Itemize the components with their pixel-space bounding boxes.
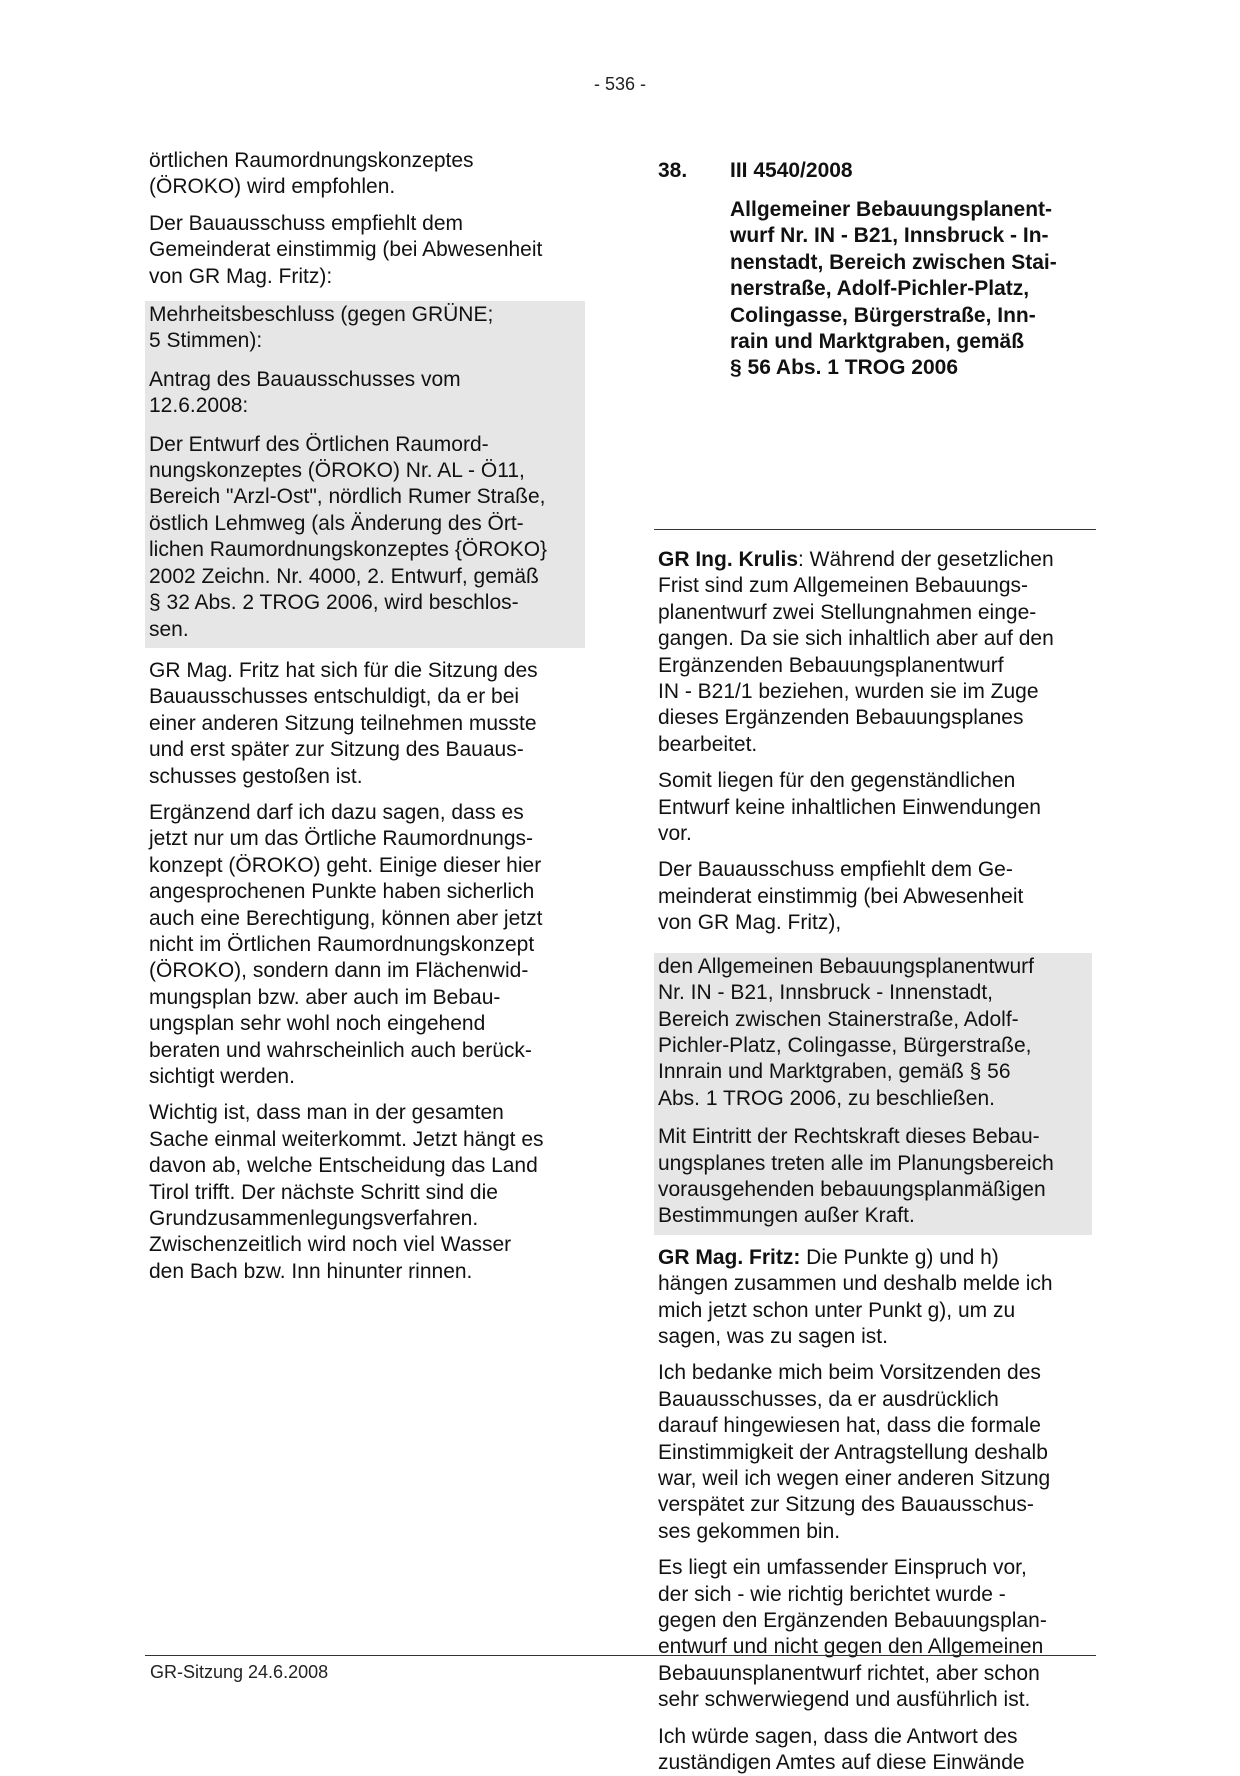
text-line: den Bach bzw. Inn hinunter rinnen.	[149, 1259, 473, 1283]
paragraph-fritz-statement	[654, 1245, 1092, 1351]
text-line: dieses Ergänzenden Bebauungsplanes	[658, 706, 1024, 730]
text-line: Ergänzend darf ich dazu sagen, dass es	[149, 800, 524, 824]
text-line: Einstimmigkeit der Antragstellung deshalb	[658, 1440, 1048, 1464]
footer-session-date: GR-Sitzung 24.6.2008	[150, 1662, 329, 1682]
text-line: angesprochenen Punkte haben sicherlich	[149, 880, 535, 904]
text-line: schusses gestoßen ist.	[149, 764, 363, 788]
text-line: sen.	[149, 617, 189, 641]
paragraph-office-response	[654, 1724, 1092, 1776]
text-fragment: : Während der gesetzlichen	[798, 548, 1054, 571]
title-line: Colingasse, Bürgerstraße, Inn-	[730, 303, 1036, 327]
text-line: war, weil ich wegen einer anderen Sitzung	[658, 1467, 1051, 1490]
speaker-name: GR Ing. Krulis	[658, 548, 799, 571]
text-line: darauf hingewiesen hat, dass die formale	[658, 1414, 1041, 1438]
paragraph-objection	[654, 1555, 1092, 1713]
text-line: planentwurf zwei Stellungnahmen einge-	[658, 600, 1037, 624]
text-line: Entwurf keine inhaltlichen Einwendungen	[658, 795, 1041, 819]
text-line: den Allgemeinen Bebauungsplanentwurf	[658, 954, 1034, 978]
text-line: Pichler-Platz, Colingasse, Bürgerstraße,	[658, 1033, 1032, 1057]
text-line: gegen den Ergänzenden Bebauungsplan-	[658, 1609, 1047, 1633]
agenda-item-title	[730, 197, 1057, 382]
text-line: vor.	[658, 822, 692, 846]
text-line: Tirol trifft. Der nächste Schritt sind die	[149, 1180, 498, 1204]
text-line: (ÖROKO) wird empfohlen.	[149, 175, 396, 199]
text-line: Der Entwurf des Örtlichen Raumord-	[149, 432, 489, 456]
text-line: IN - B21/1 beziehen, wurden sie im Zuge	[658, 680, 1039, 704]
text-line: Gemeinderat einstimmig (bei Abwesenheit	[149, 238, 543, 262]
right-column	[654, 148, 1092, 1776]
text-line: nicht im Örtlichen Raumordnungskonzept	[149, 932, 535, 956]
text-line: beraten und wahrscheinlich auch berück-	[149, 1038, 532, 1062]
paragraph-fritz-excused	[145, 658, 585, 790]
text-line: § 32 Abs. 2 TROG 2006, wird beschlos-	[149, 591, 519, 615]
text-line: mich jetzt schon unter Punkt g), um zu	[658, 1298, 1016, 1322]
text-line: von GR Mag. Fritz):	[149, 264, 333, 288]
text-line: Zwischenzeitlich wird noch viel Wasser	[149, 1233, 512, 1257]
text-line: Wichtig ist, dass man in der gesamten	[149, 1101, 504, 1125]
text-line: Innrain und Marktgraben, gemäß § 56	[658, 1060, 1011, 1084]
text-line: Bereich zwischen Stainerstraße, Adolf-	[658, 1007, 1019, 1031]
page-number: - 536 -	[593, 74, 647, 94]
paragraph-motion-date	[145, 366, 585, 421]
text-line: Grundzusammenlegungsverfahren.	[149, 1207, 479, 1231]
text-line: jetzt nur um das Örtliche Raumordnungs-	[149, 827, 533, 851]
title-line: wurf Nr. IN - B21, Innsbruck - In-	[730, 224, 1049, 248]
title-line: § 56 Abs. 1 TROG 2006	[730, 356, 958, 380]
text-line: Bereich "Arzl-Ost", nördlich Rumer Straße,	[149, 485, 546, 509]
paragraph-thanks-chairman	[654, 1360, 1092, 1545]
text-line: Bauausschusses entschuldigt, da er bei	[149, 685, 520, 709]
title-line: Allgemeiner Bebauungsplanent-	[730, 198, 1053, 221]
paragraph-committee-recommends	[145, 211, 585, 290]
text-line: Mit Eintritt der Rechtskraft dieses Bebau-	[658, 1125, 1040, 1149]
header-divider	[654, 529, 1096, 530]
text-line: ses gekommen bin.	[658, 1519, 841, 1543]
paragraph-important-progress	[145, 1100, 585, 1285]
text-line: entwurf und nicht gegen den Allgemeinen	[658, 1635, 1044, 1659]
text-line	[658, 1245, 1088, 1271]
title-line: rain und Marktgraben, gemäß	[730, 330, 1025, 354]
paragraph-legal-effect	[654, 1123, 1092, 1231]
footer-divider	[145, 1655, 1096, 1656]
text-line: GR Mag. Fritz hat sich für die Sitzung des	[149, 658, 538, 682]
text-line: sichtigt werden.	[149, 1065, 295, 1088]
text-line: östlich Lehmweg (als Änderung des Ört-	[149, 511, 524, 535]
shaded-resolution-block	[654, 953, 1092, 1235]
text-line: Abs. 1 TROG 2006, zu beschließen.	[658, 1086, 995, 1110]
text-line: gangen. Da sie sich inhaltlich aber auf den	[658, 627, 1054, 651]
text-line: nungskonzeptes (ÖROKO) Nr. AL - Ö11,	[149, 459, 525, 483]
text-line: Antrag des Bauausschusses vom	[149, 367, 461, 391]
text-line: mungsplan bzw. aber auch im Bebau-	[149, 985, 501, 1009]
text-line: Der Bauausschuss empfiehlt dem	[149, 211, 463, 235]
text-line: Ich würde sagen, dass die Antwort des	[658, 1724, 1018, 1748]
text-line: konzept (ÖROKO) geht. Einige dieser hier	[149, 853, 542, 877]
text-line: örtlichen Raumordnungskonzeptes	[149, 149, 474, 172]
speaker-name: GR Mag. Fritz:	[658, 1245, 801, 1269]
text-line: verspätet zur Sitzung des Bauausschus-	[658, 1493, 1034, 1517]
text-line: 12.6.2008:	[149, 394, 249, 418]
text-line	[658, 547, 1088, 573]
text-fragment: Die Punkte g) und h)	[800, 1245, 999, 1269]
agenda-item-number: 38.	[658, 159, 688, 182]
title-line: nerstraße, Adolf-Pichler-Platz,	[730, 277, 1030, 301]
text-line: von GR Mag. Fritz),	[658, 911, 842, 935]
text-line: Es liegt ein umfassender Einspruch vor,	[658, 1556, 1027, 1580]
text-line: zuständigen Amtes auf diese Einwände	[658, 1751, 1025, 1775]
text-line: der sich - wie richtig berichtet wurde -	[658, 1582, 1006, 1606]
paragraph-krulis-statement	[654, 547, 1092, 758]
paragraph-committee-recommends	[654, 857, 1092, 936]
text-line: Bestimmungen außer Kraft.	[658, 1204, 915, 1228]
text-line: hängen zusammen und deshalb melde ich	[658, 1272, 1053, 1296]
text-line: Ergänzenden Bebauungsplanentwurf	[658, 653, 1004, 677]
text-line: sagen, was zu sagen ist.	[658, 1324, 888, 1348]
agenda-item-header	[654, 148, 1092, 538]
agenda-item-code: III 4540/2008	[730, 159, 853, 182]
text-line: meinderat einstimmig (bei Abwesenheit	[658, 884, 1024, 908]
text-line: bearbeitet.	[658, 732, 758, 756]
text-line: sehr schwerwiegend und ausführlich ist.	[658, 1688, 1031, 1712]
text-line: einer anderen Sitzung teilnehmen musste	[149, 711, 537, 735]
paragraph-supplementary-remarks	[145, 800, 585, 1090]
text-line: 5 Stimmen):	[149, 329, 263, 353]
text-line: und erst später zur Sitzung des Bauaus-	[149, 738, 524, 762]
paragraph-no-objections	[654, 768, 1092, 847]
left-column	[145, 148, 585, 1285]
title-line: nenstadt, Bereich zwischen Stai-	[730, 250, 1057, 274]
text-line: Somit liegen für den gegenständlichen	[658, 769, 1016, 793]
text-line: Sache einmal weiterkommt. Jetzt hängt es	[149, 1127, 544, 1151]
paragraph-resolution	[654, 953, 1092, 1113]
text-line: Frist sind zum Allgemeinen Bebauungs-	[658, 574, 1029, 598]
text-line: auch eine Berechtigung, können aber jetzt	[149, 906, 543, 930]
text-line: Bebauunsplanentwurf richtet, aber schon	[658, 1661, 1040, 1685]
paragraph-majority-vote	[145, 301, 585, 356]
text-line: ungsplanes treten alle im Planungsbereich	[658, 1151, 1054, 1175]
text-line: vorausgehenden bebauungsplanmäßigen	[658, 1177, 1046, 1201]
text-line: Nr. IN - B21, Innsbruck - Innenstadt,	[658, 981, 993, 1005]
text-line: ungsplan sehr wohl noch eingehend	[149, 1012, 486, 1036]
text-line: Mehrheitsbeschluss (gegen GRÜNE;	[149, 303, 494, 327]
paragraph-draft-resolution	[145, 431, 585, 644]
text-line: (ÖROKO), sondern dann im Flächenwid-	[149, 959, 529, 983]
text-line: 2002 Zeichn. Nr. 4000, 2. Entwurf, gemäß	[149, 564, 539, 588]
text-line: Der Bauausschuss empfiehlt dem Ge-	[658, 858, 1013, 882]
paragraph-oroko-recommended	[145, 148, 585, 201]
text-line: lichen Raumordnungskonzeptes {ÖROKO}	[149, 538, 548, 562]
text-line: Bauausschusses, da er ausdrücklich	[658, 1387, 999, 1411]
text-line: davon ab, welche Entscheidung das Land	[149, 1154, 538, 1178]
text-line: Ich bedanke mich beim Vorsitzenden des	[658, 1361, 1041, 1385]
shaded-resolution-block	[145, 301, 585, 648]
